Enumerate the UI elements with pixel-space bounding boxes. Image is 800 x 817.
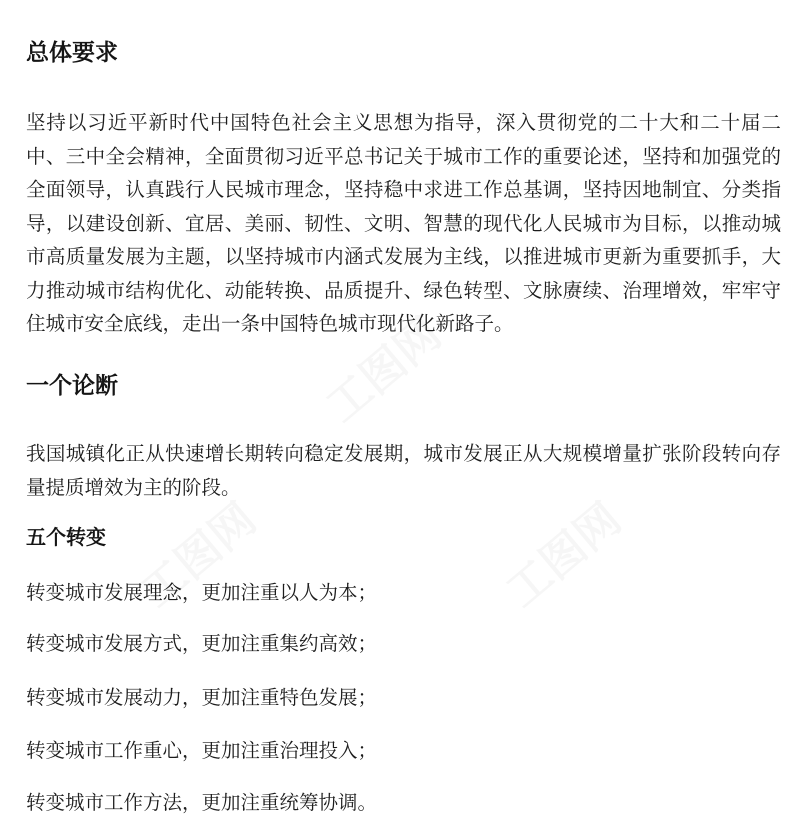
section-title-one-judgment: 一个论断 [26, 373, 118, 399]
section-title-five-transformations: 五个转变 [26, 525, 106, 549]
list-item-transformation-2: 转变城市发展方式，更加注重集约高效； [26, 632, 378, 655]
section-title-overall-requirements: 总体要求 [26, 40, 118, 66]
list-item-transformation-5: 转变城市工作方法，更加注重统筹协调。 [26, 791, 378, 814]
paragraph-overall-requirements: 坚持以习近平新时代中国特色社会主义思想为指导，深入贯彻党的二十大和二十届二中、三中全会精神，全面贯彻习近平总书记关于城市工作的重要论述，坚持和加强党的全面领导，认真践行人民城市理念，坚持稳中求进工作总基调，坚持因地制宜、分类指导，以建设创新、宜居、美丽、韧性、文明、智慧的现代化人民城市为目标，以推动城市高质量发展为主题，以坚持城市内涵式发展为主线，以推进城市更新为重要抓手，大力推动城市结构优化、动能转换、品质提升、绿色转型、文脉赓续、治理增效，牢牢守住城市安全底线，走出一条中国特色城市现代化新路子。 [26, 111, 781, 335]
paragraph-one-judgment: 我国城镇化正从快速增长期转向稳定发展期，城市发展正从大规模增量扩张阶段转向存量提质增效为主的阶段。 [26, 442, 781, 499]
list-item-transformation-1: 转变城市发展理念，更加注重以人为本； [26, 581, 378, 604]
list-item-transformation-4: 转变城市工作重心，更加注重治理投入； [26, 739, 378, 762]
list-item-transformation-3: 转变城市发展动力，更加注重特色发展； [26, 686, 378, 709]
